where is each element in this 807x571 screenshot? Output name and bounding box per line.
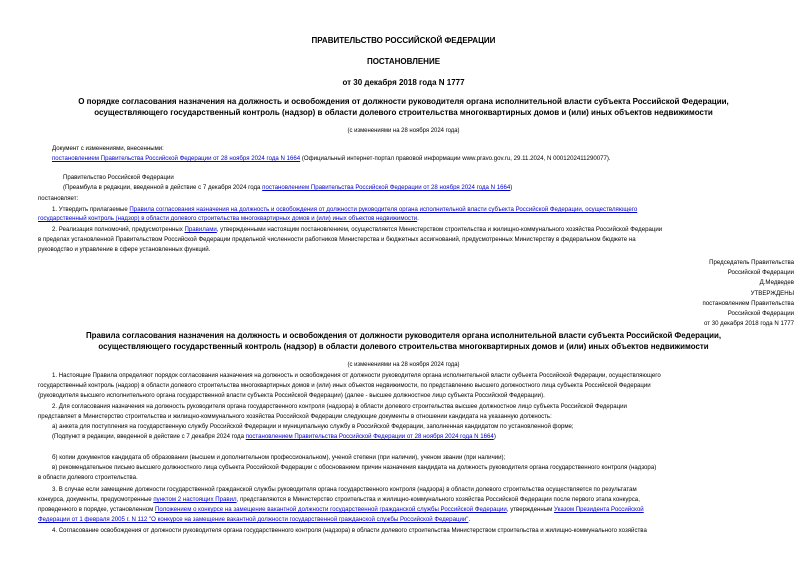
signature-country: Российской Федерации — [727, 269, 794, 276]
rule-3-link-decree-cont[interactable]: Федерации от 1 февраля 2005 г. N 112 "О конкурсе на замещение вакантной должности государственной гражданской службы Российской Федерации" — [38, 516, 469, 523]
rule-2-b: б) копии документов кандидата об образовании (высшем и дополнительном профессиональном), ученой степени (при наличии), ученом звании (при наличии); — [52, 454, 506, 461]
doc-type-heading: ПОСТАНОВЛЕНИЕ — [366, 57, 441, 66]
preamble-note: (Преамбула в редакции, введенной в действие с 7 декабря 2024 года постановлением Правительства Российской Федерации от 28 ноября 2024 года N 1664) — [63, 184, 513, 191]
rule-1-line-2: государственный контроль (надзор) в области долевого строительства многоквартирных домов и (или) иных объектов недвижимости, по представлению высшего должностного лица субъекта Российской Федерации — [38, 382, 651, 389]
rule-2-a-link[interactable]: постановлением Правительства Российской Федерации от 28 ноября 2024 года N 1664 — [245, 433, 494, 440]
rule-3-line-2: конкурса, документы, предусмотренные пунктом 2 настоящих Правил, представляются в Министерство строительства и жилищно-коммунального хозяйства Российской Федерации после первого этапа конкурса, — [38, 496, 640, 503]
preamble-link[interactable]: постановлением Правительства Российской Федерации от 28 ноября 2024 года N 1664 — [262, 184, 511, 191]
amendments-intro: Документ с изменениями, внесенными: — [52, 145, 164, 152]
amendment-source: (Официальный интернет-портал правовой информации www.pravo.gov.ru, 29.11.2024, N 0001202411290077). — [300, 155, 611, 162]
rule-4-line-1: 4. Согласование освобождения от должности руководителя органа государственного контроля (надзора) в области долевого строительства Министерством строительства и жилищно-коммунального хозяйства — [52, 527, 647, 534]
signature-name: Д.Медведев — [759, 279, 794, 286]
rules-changes-note: (с изменениями на 28 ноября 2024 года) — [347, 362, 460, 368]
rule-3-link-point[interactable]: пунктом 2 настоящих Правил — [153, 496, 237, 503]
rule-3-line-3: проведенного в порядке, установленном Положением о конкурсе на замещение вакантной должности государственной гражданской службы Российской Федерации, утвержденным Указом Президента Российской — [38, 506, 644, 513]
signature-position: Председатель Правительства — [709, 259, 794, 266]
rule-2-a-note: (Подпункт в редакции, введенной в действие с 7 декабря 2024 года постановлением Правительства Российской Федерации от 28 ноября 2024 года N 1664) — [52, 433, 496, 440]
rule-3-line-4: Федерации от 1 февраля 2005 г. N 112 "О конкурсе на замещение вакантной должности государственной гражданской службы Российской Федерации". — [38, 516, 471, 523]
amendments-line — [52, 156, 611, 162]
doc-title-line-2: осуществляющего государственный контроль (надзор) в области долевого строительства многоквартирных домов и (или) иных объектов недвижимости — [94, 108, 713, 117]
rule-1-line-1: 1. Настоящие Правила определяют порядок согласования назначения на должность и освобождения от должности руководителя органа исполнительной власти субъекта Российской Федерации, осуществляющего — [52, 372, 661, 379]
changes-note: (с изменениями на 28 ноября 2024 года) — [347, 128, 460, 134]
rule-3-line-1: 3. В случае если замещение должности государственной гражданской службы руководителя органа государственного контроля (надзора) в области долевого строительства осуществляется по результатам — [52, 486, 637, 493]
rule-3-link-decree[interactable]: Указом Президента Российской — [554, 506, 644, 513]
org-heading: ПРАВИТЕЛЬСТВО РОССИЙСКОЙ ФЕДЕРАЦИИ — [311, 36, 496, 45]
resolves-label: постановляет: — [38, 195, 79, 202]
rule-1-line-3: (руководителя высшего исполнительного органа государственной власти субъекта Российской Федерации) (далее - высшее должностное лицо субъекта Российской Федерации). — [38, 392, 545, 399]
rule-2-line-2: представляет в Министерство строительства и жилищно-коммунального хозяйства Российской Федерации следующие документы в отношении кандидата на указанную должность: — [38, 413, 552, 420]
approved-by: постановлением Правительства — [702, 300, 794, 307]
rules-title-line-1: Правила согласования назначения на должность и освобождения от должности руководителя органа исполнительной власти субъекта Российской Федерации, — [85, 331, 722, 340]
amendment-link[interactable]: постановлением Правительства Российской Федерации от 28 ноября 2024 года N 1664 — [52, 155, 301, 162]
rule-3-link-regulation[interactable]: Положением о конкурсе на замещение вакантной должности государственной гражданской службы Российской Федерации — [154, 506, 507, 513]
paragraph-2-line-1: 2. Реализация полномочий, предусмотренных Правилами, утвержденными настоящим постановлением, осуществляется Министерством строительства и жилищно-коммунального хозяйства Российской Федерации — [52, 226, 663, 233]
rule-2-v-line-1: в) рекомендательное письмо высшего должностного лица субъекта Российской Федерации с обоснованием причин назначения кандидата на должность руководителя органа государственного контроля (надзора) — [52, 464, 657, 471]
paragraph-2-line-3: руководство и управление в сфере установленных функций. — [38, 246, 211, 253]
rules-link[interactable]: Правила согласования назначения на должность и освобождения от должности руководителя органа исполнительной власти субъекта Российской Федерации, осуществляющего — [129, 206, 638, 213]
date-number-heading: от 30 декабря 2018 года N 1777 — [342, 78, 465, 87]
rule-2-line-1: 2. Для согласования назначения на должность руководителя органа государственного контроля (надзора) в области долевого строительства высшее должностное лицо субъекта Российской Федерации — [52, 403, 627, 410]
rule-2-v-line-2: в области долевого строительства. — [38, 474, 138, 481]
approved-label: УТВЕРЖДЕНЫ — [750, 290, 794, 297]
paragraph-1-line-1: 1. Утвердить прилагаемые Правила согласования назначения на должность и освобождения от должности руководителя органа исполнительной власти субъекта Российской Федерации, осуществляющего — [52, 206, 638, 213]
approved-date: от 30 декабря 2018 года N 1777 — [703, 320, 794, 327]
paragraph-2-line-2: в пределах установленной Правительством Российской Федерации предельной численности работников Министерства и бюджетных ассигнований, предусмотренных Министерству в федеральном бюджете на — [38, 236, 636, 243]
approved-country: Российской Федерации — [727, 310, 794, 317]
rules-title-line-2: осуществляющего государственный контроль (надзор) в области долевого строительства многоквартирных домов и (или) иных объектов недвижимости — [98, 342, 709, 351]
rule-2-a: а) анкета для поступления на государственную службу Российской Федерации и муниципальную службу в Российской Федерации, заполненная кандидатом по установленной форме; — [52, 423, 574, 430]
doc-title-line-1: О порядке согласования назначения на должность и освобождения от должности руководителя органа исполнительной власти субъекта Российской Федерации, — [78, 97, 729, 106]
rules-link-cont[interactable]: государственный контроль (надзор) в области долевого строительства многоквартирных домов и (или) иных объектов недвижимости — [38, 215, 418, 222]
government-label: Правительство Российской Федерации — [63, 174, 174, 181]
paragraph-1-line-2: государственный контроль (надзор) в области долевого строительства многоквартирных домов и (или) иных объектов недвижимости. — [38, 215, 419, 222]
rules-short-link[interactable]: Правилами — [184, 226, 217, 233]
